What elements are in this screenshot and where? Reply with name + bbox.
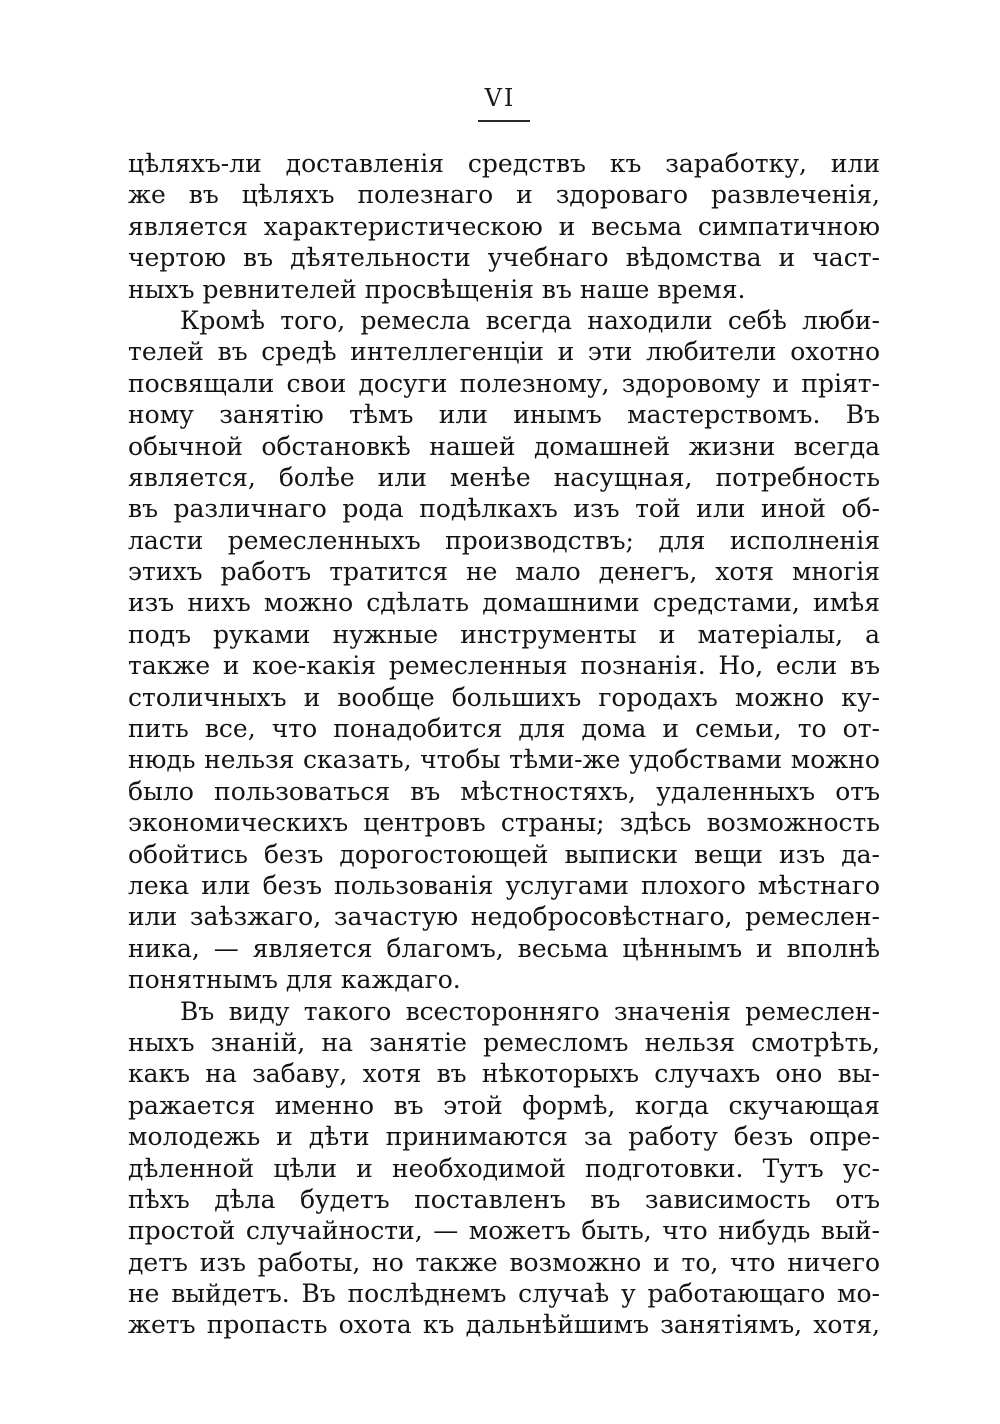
text-line: не выйдетъ. Въ послѣднемъ случаѣ у работающаго мо- xyxy=(128,1279,880,1309)
text-line: было пользоваться въ мѣстностяхъ, удаленныхъ отъ xyxy=(128,776,880,806)
text-line: Въ виду такого всесторонняго значенія ремеслен- xyxy=(180,996,880,1026)
text-line: ному занятію тѣмъ или инымъ мастерствомъ. Въ xyxy=(128,400,880,430)
text-line: дѣленной цѣли и необходимой подготовки. Тутъ ус- xyxy=(128,1153,880,1183)
text-line: же въ цѣляхъ полезнаго и здороваго развлеченія, xyxy=(128,180,880,210)
page-number-rule xyxy=(478,120,530,122)
text-line: подъ руками нужные инструменты и матеріалы, а xyxy=(128,619,880,649)
text-line: пѣхъ дѣла будетъ поставленъ въ зависимость отъ xyxy=(128,1184,880,1214)
body-text xyxy=(128,148,880,1341)
text-line: пить все, что понадобится для дома и семьи, то от- xyxy=(128,714,880,744)
text-line: нюдь нельзя сказать, чтобы тѣми-же удобствами можно xyxy=(128,745,880,775)
text-line: также и кое-какія ремесленныя познанія. Но, если въ xyxy=(128,651,880,681)
text-line: экономическихъ центровъ страны; здѣсь возможность xyxy=(128,808,880,838)
text-line: ника, — является благомъ, весьма цѣннымъ и вполнѣ xyxy=(128,933,880,963)
text-line: является характеристическою и весьма симпатичною xyxy=(128,211,880,241)
text-line: лека или безъ пользованія услугами плохого мѣстнаго xyxy=(128,870,880,900)
text-line: молодежь и дѣти принимаются за работу безъ опре- xyxy=(128,1122,880,1152)
text-line: ныхъ ревнителей просвѣщенія въ наше время. xyxy=(128,274,746,304)
text-line: Кромѣ того, ремесла всегда находили себѣ люби- xyxy=(180,305,880,335)
text-line: столичныхъ и вообще большихъ городахъ можно ку- xyxy=(128,682,880,712)
text-line: ражается именно въ этой формѣ, когда скучающая xyxy=(128,1090,880,1120)
text-line: телей въ средѣ интеллегенціи и эти любители охотно xyxy=(128,337,880,367)
text-line: этихъ работъ тратится не мало денегъ, хотя многія xyxy=(128,557,880,587)
text-line: является, болѣе или менѣе насущная, потребность xyxy=(128,462,880,492)
text-line: или заѣзжаго, зачастую недобросовѣстнаго, ремеслен- xyxy=(128,902,880,932)
text-line: обычной обстановкѣ нашей домашней жизни всегда xyxy=(128,431,880,461)
page-number: VI xyxy=(484,84,516,112)
paragraph xyxy=(128,996,880,1341)
text-line: изъ нихъ можно сдѣлать домашними средстами, имѣя xyxy=(128,588,880,618)
text-line: ныхъ знаній, на занятіе ремесломъ нельзя смотрѣть, xyxy=(128,1027,880,1057)
text-line: посвящали свои досуги полезному, здоровому и пріят- xyxy=(128,368,880,398)
paragraph xyxy=(128,148,880,305)
text-line: ласти ремесленныхъ производствъ; для исполненія xyxy=(128,525,880,555)
text-line: простой случайности, — можетъ быть, что нибудь вый- xyxy=(128,1216,880,1246)
text-line: цѣляхъ-ли доставленія средствъ къ заработку, или xyxy=(128,149,880,178)
text-line: въ различнаго рода подѣлкахъ изъ той или иной об- xyxy=(128,494,880,524)
text-line: понятнымъ для каждаго. xyxy=(128,965,461,995)
paragraph xyxy=(128,305,880,996)
text-line: какъ на забаву, хотя въ нѣкоторыхъ случахъ оно вы- xyxy=(128,1059,880,1089)
text-line: детъ изъ работы, но также возможно и то, что ничего xyxy=(128,1247,880,1277)
text-line: чертою въ дѣятельности учебнаго вѣдомства и част- xyxy=(128,243,880,273)
text-line: жетъ пропасть охота къ дальнѣйшимъ занятіямъ, хотя, xyxy=(128,1310,880,1340)
text-line: обойтись безъ дорогостоющей выписки вещи изъ да- xyxy=(128,839,880,869)
